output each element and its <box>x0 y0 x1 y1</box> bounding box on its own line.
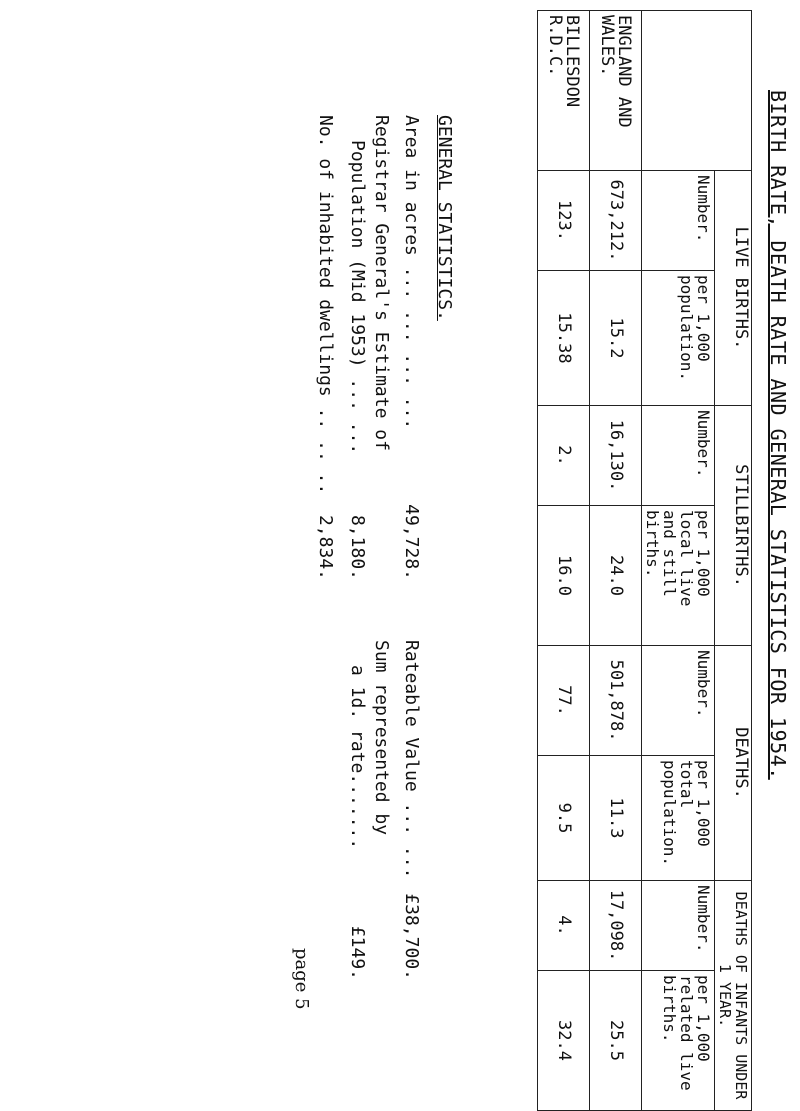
dwellings-label: No. of inhabited dwellings .. .. .. <box>315 115 336 495</box>
population-label-line-2: Population (Mid 1953) ... ... <box>347 140 368 455</box>
cell-infant-deaths-number: 17,098. <box>590 881 642 971</box>
population-label-line-1: Registrar General's Estimate of <box>371 115 392 451</box>
cell-deaths-number: 501,878. <box>590 646 642 756</box>
cell-infant-deaths-rate: 32.4 <box>538 971 590 1111</box>
header-stillbirths: STILLBIRTHS. <box>715 406 752 646</box>
header-deaths: DEATHS. <box>715 646 752 881</box>
page-number: page 5 <box>291 948 312 1010</box>
dwellings-value: 2,834. <box>315 514 336 580</box>
cell-stillbirths-number: 2. <box>538 406 590 506</box>
cell-deaths-rate: 11.3 <box>590 756 642 881</box>
area-label: Area in acres ... ... ... ... <box>401 115 422 430</box>
cell-stillbirths-number: 16,130. <box>590 406 642 506</box>
cell-infant-deaths-number: 4. <box>538 881 590 971</box>
penny-rate-label-line-1: Sum represented by <box>371 640 392 836</box>
subheader-deaths-number: Number. <box>642 646 715 756</box>
population-value: 8,180. <box>347 514 368 580</box>
subheader-live-births-number: Number. <box>642 171 715 271</box>
general-statistics-heading: GENERAL STATISTICS. <box>434 115 455 321</box>
penny-rate-value: £149. <box>347 925 368 980</box>
table-row <box>538 11 590 1111</box>
subheader-deaths-rate: per 1,000 total population. <box>642 756 715 881</box>
subheader-stillbirths-rate: per 1,000 local live and still births. <box>642 506 715 646</box>
header-infant-deaths: DEATHS OF INFANTS UNDER 1 YEAR. <box>715 881 752 1111</box>
rateable-value-label: Rateable Value ... ... <box>401 640 422 879</box>
cell-deaths-rate: 9.5 <box>538 756 590 881</box>
area-value: 49,728. <box>401 504 422 580</box>
cell-stillbirths-rate: 16.0 <box>538 506 590 646</box>
subheader-live-births-rate: per 1,000 population. <box>642 271 715 406</box>
cell-deaths-number: 77. <box>538 646 590 756</box>
page-title: BIRTH RATE, DEATH RATE AND GENERAL STATISTICS FOR 1954. <box>766 90 790 780</box>
table-row <box>590 11 642 1111</box>
cell-live-births-rate: 15.2 <box>590 271 642 406</box>
cell-live-births-number: 123. <box>538 171 590 271</box>
vital-statistics-table <box>537 10 752 1111</box>
subheader-infant-deaths-number: Number. <box>642 881 715 971</box>
row-label: BILLESDON R.D.C. <box>538 11 590 171</box>
cell-stillbirths-rate: 24.0 <box>590 506 642 646</box>
subheader-stillbirths-number: Number. <box>642 406 715 506</box>
rateable-value: £38,700. <box>401 893 422 980</box>
header-live-births: LIVE BIRTHS. <box>715 171 752 406</box>
row-label: ENGLAND AND WALES. <box>590 11 642 171</box>
cell-live-births-number: 673,212. <box>590 171 642 271</box>
cell-live-births-rate: 15.38 <box>538 271 590 406</box>
subheader-infant-deaths-rate: per 1,000 related live births. <box>642 971 715 1111</box>
cell-infant-deaths-rate: 25.5 <box>590 971 642 1111</box>
corner-cell <box>642 11 752 171</box>
penny-rate-label-line-2: a 1d. rate....... <box>347 665 368 850</box>
